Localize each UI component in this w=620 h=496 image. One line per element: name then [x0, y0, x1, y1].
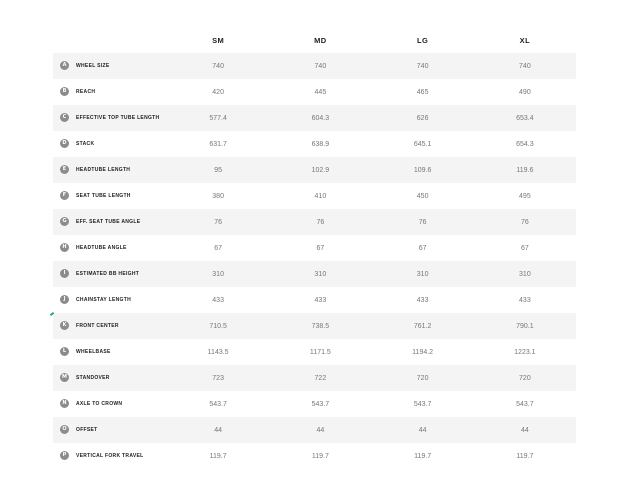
value-cell-md: 410: [269, 183, 371, 209]
value-cell-lg: 720: [372, 365, 474, 391]
value-cell-lg: 310: [372, 261, 474, 287]
measurement-label: STANDOVER: [76, 374, 110, 381]
value-cell-xl: 654.3: [474, 131, 576, 157]
value-cell-xl: 310: [474, 261, 576, 287]
measurement-label: REACH: [76, 88, 96, 95]
measurement-label: HEADTUBE ANGLE: [76, 244, 127, 251]
value-cell-sm: 1143.5: [167, 339, 269, 365]
value-cell-md: 119.7: [269, 443, 371, 469]
value-cell-lg: 67: [372, 235, 474, 261]
value-cell-md: 738.5: [269, 313, 371, 339]
table-row: [53, 339, 576, 365]
measurement-badge: C: [60, 113, 69, 122]
size-header-sm: SM: [212, 35, 225, 45]
row-label-cell: [53, 183, 167, 209]
measurement-badge: J: [60, 295, 69, 304]
row-label-cell: [53, 235, 167, 261]
table-row: [53, 131, 576, 157]
table-row: [53, 261, 576, 287]
value-cell-sm: 723: [167, 365, 269, 391]
table-row: [53, 105, 576, 131]
value-cell-sm: 420: [167, 79, 269, 105]
geometry-table: [53, 27, 576, 469]
value-cell-md: 433: [269, 287, 371, 313]
value-cell-sm: 95: [167, 157, 269, 183]
value-cell-xl: 44: [474, 417, 576, 443]
measurement-badge: H: [60, 243, 69, 252]
value-cell-lg: 626: [372, 105, 474, 131]
value-cell-sm: 76: [167, 209, 269, 235]
size-header-md: MD: [314, 35, 327, 45]
measurement-label: CHAINSTAY LENGTH: [76, 296, 131, 303]
measurement-badge: L: [60, 347, 69, 356]
measurement-label: VERTICAL FORK TRAVEL: [76, 452, 144, 459]
geometry-rows: [53, 53, 576, 469]
value-cell-sm: 119.7: [167, 443, 269, 469]
value-cell-xl: 433: [474, 287, 576, 313]
measurement-badge: N: [60, 399, 69, 408]
value-cell-lg: 44: [372, 417, 474, 443]
value-cell-lg: 119.7: [372, 443, 474, 469]
table-row: [53, 209, 576, 235]
row-label-cell: [53, 287, 167, 313]
value-cell-sm: 577.4: [167, 105, 269, 131]
table-row: [53, 183, 576, 209]
value-cell-sm: 433: [167, 287, 269, 313]
value-cell-xl: 119.7: [474, 443, 576, 469]
value-cell-xl: 543.7: [474, 391, 576, 417]
value-cell-xl: 67: [474, 235, 576, 261]
size-header-lg: LG: [417, 35, 429, 45]
value-cell-lg: 450: [372, 183, 474, 209]
value-cell-xl: 119.6: [474, 157, 576, 183]
measurement-badge: F: [60, 191, 69, 200]
value-cell-xl: 720: [474, 365, 576, 391]
value-cell-md: 740: [269, 53, 371, 79]
measurement-label: WHEELBASE: [76, 348, 111, 355]
table-row: [53, 79, 576, 105]
measurement-badge: P: [60, 451, 69, 460]
value-cell-md: 1171.5: [269, 339, 371, 365]
row-label-cell: [53, 313, 167, 339]
value-cell-md: 604.3: [269, 105, 371, 131]
row-label-cell: [53, 53, 167, 79]
row-label-cell: [53, 339, 167, 365]
measurement-badge: I: [60, 269, 69, 278]
value-cell-lg: 740: [372, 53, 474, 79]
value-cell-xl: 490: [474, 79, 576, 105]
label-column-header: [53, 27, 167, 53]
measurement-badge: O: [60, 425, 69, 434]
size-header-row: [53, 27, 576, 53]
measurement-label: SEAT TUBE LENGTH: [76, 192, 131, 199]
measurement-badge: E: [60, 165, 69, 174]
value-cell-lg: 109.6: [372, 157, 474, 183]
value-cell-md: 44: [269, 417, 371, 443]
value-cell-xl: 740: [474, 53, 576, 79]
measurement-label: STACK: [76, 140, 95, 147]
value-cell-md: 445: [269, 79, 371, 105]
value-cell-md: 543.7: [269, 391, 371, 417]
value-cell-md: 638.9: [269, 131, 371, 157]
row-label-cell: [53, 209, 167, 235]
measurement-label: EFF. SEAT TUBE ANGLE: [76, 218, 141, 225]
row-label-cell: [53, 79, 167, 105]
measurement-label: ESTIMATED BB HEIGHT: [76, 270, 140, 277]
value-cell-md: 67: [269, 235, 371, 261]
measurement-badge: K: [60, 321, 69, 330]
table-row: [53, 313, 576, 339]
measurement-badge: M: [60, 373, 69, 382]
value-cell-md: 102.9: [269, 157, 371, 183]
table-row: [53, 53, 576, 79]
table-row: [53, 417, 576, 443]
value-cell-xl: 790.1: [474, 313, 576, 339]
row-label-cell: [53, 443, 167, 469]
measurement-badge: A: [60, 61, 69, 70]
value-cell-sm: 543.7: [167, 391, 269, 417]
value-cell-sm: 67: [167, 235, 269, 261]
table-row: [53, 391, 576, 417]
value-cell-sm: 710.5: [167, 313, 269, 339]
value-cell-lg: 1194.2: [372, 339, 474, 365]
size-header-xl: XL: [519, 35, 531, 45]
table-row: [53, 365, 576, 391]
measurement-badge: B: [60, 87, 69, 96]
row-label-cell: [53, 105, 167, 131]
value-cell-lg: 433: [372, 287, 474, 313]
value-cell-md: 76: [269, 209, 371, 235]
table-row: [53, 287, 576, 313]
measurement-badge: G: [60, 217, 69, 226]
value-cell-lg: 465: [372, 79, 474, 105]
row-label-cell: [53, 365, 167, 391]
value-cell-sm: 380: [167, 183, 269, 209]
value-cell-sm: 44: [167, 417, 269, 443]
value-cell-sm: 740: [167, 53, 269, 79]
measurement-label: FRONT CENTER: [76, 322, 119, 329]
table-row: [53, 235, 576, 261]
value-cell-lg: 645.1: [372, 131, 474, 157]
value-cell-xl: 1223.1: [474, 339, 576, 365]
value-cell-sm: 631.7: [167, 131, 269, 157]
row-label-cell: [53, 417, 167, 443]
value-cell-lg: 543.7: [372, 391, 474, 417]
value-cell-lg: 76: [372, 209, 474, 235]
value-cell-xl: 76: [474, 209, 576, 235]
value-cell-xl: 495: [474, 183, 576, 209]
row-label-cell: [53, 391, 167, 417]
table-row: [53, 157, 576, 183]
value-cell-sm: 310: [167, 261, 269, 287]
row-label-cell: [53, 157, 167, 183]
value-cell-md: 310: [269, 261, 371, 287]
value-cell-lg: 761.2: [372, 313, 474, 339]
table-row: [53, 443, 576, 469]
measurement-label: AXLE TO CROWN: [76, 400, 123, 407]
measurement-label: OFFSET: [76, 426, 98, 433]
measurement-label: WHEEL SIZE: [76, 62, 110, 69]
measurement-label: EFFECTIVE TOP TUBE LENGTH: [76, 114, 160, 121]
value-cell-xl: 653.4: [474, 105, 576, 131]
measurement-badge: D: [60, 139, 69, 148]
row-label-cell: [53, 131, 167, 157]
value-cell-md: 722: [269, 365, 371, 391]
measurement-label: HEADTUBE LENGTH: [76, 166, 131, 173]
row-label-cell: [53, 261, 167, 287]
